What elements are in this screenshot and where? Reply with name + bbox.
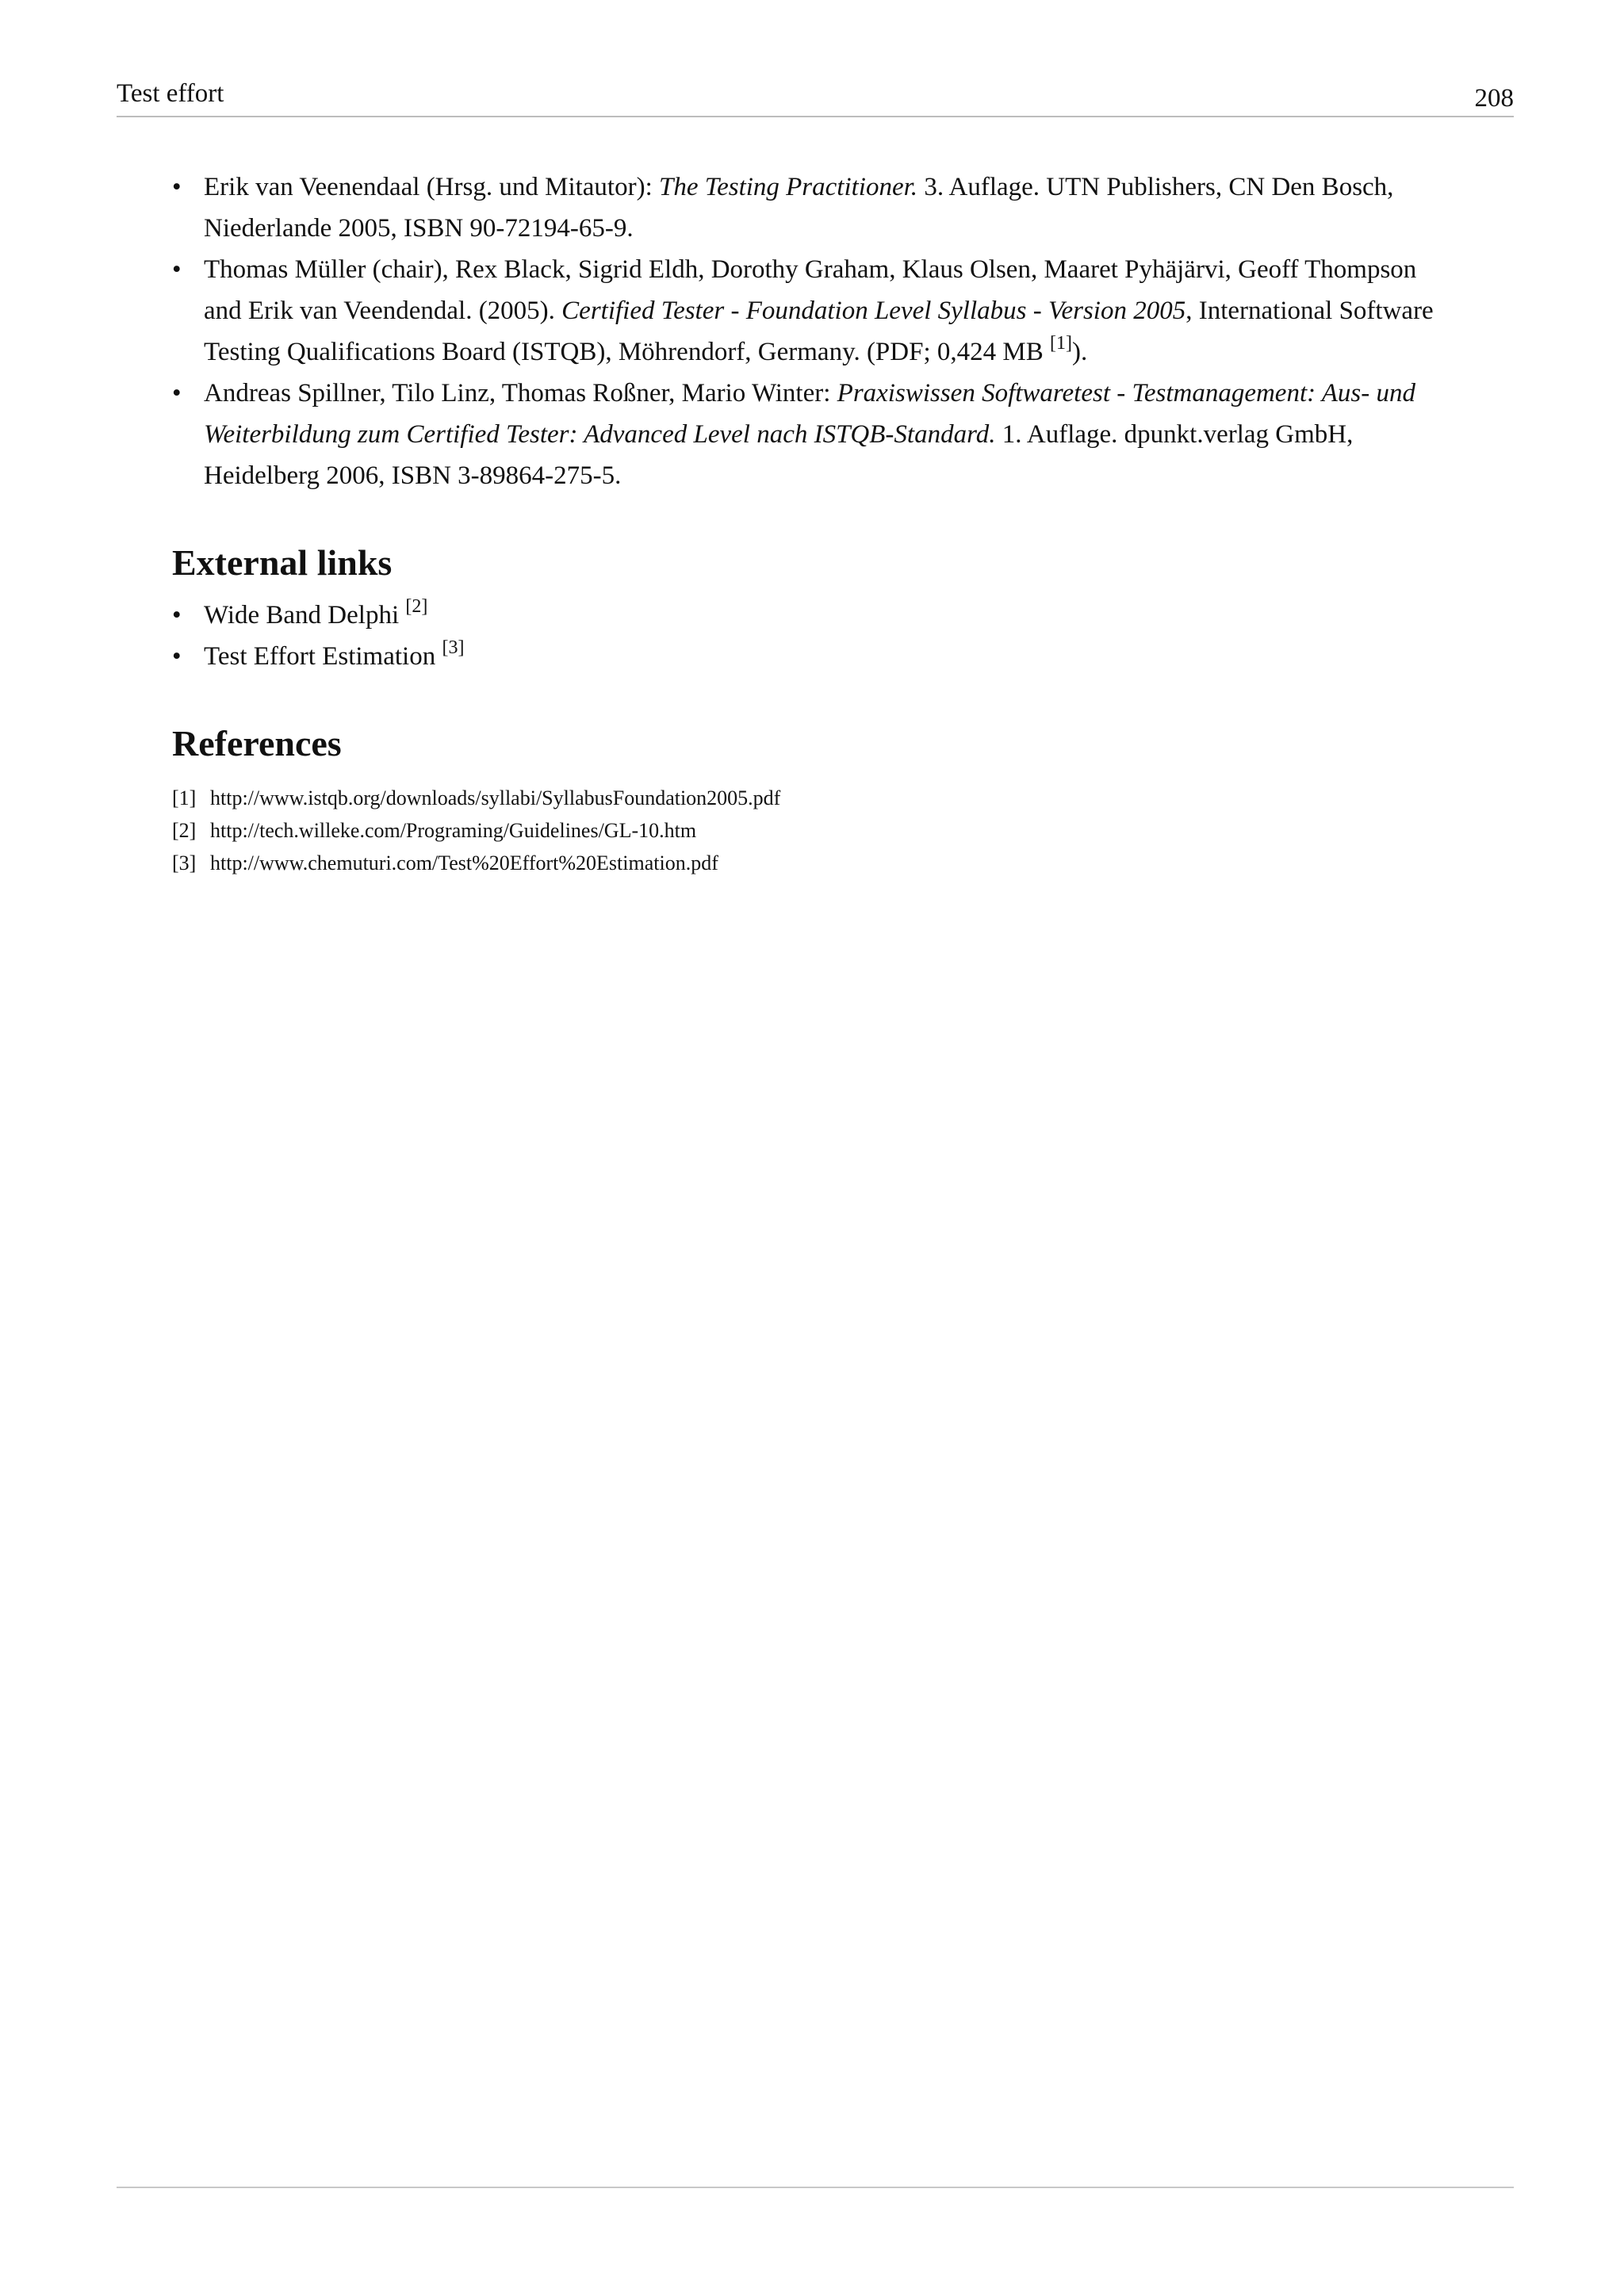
- external-link-item: [172, 595, 1449, 636]
- bib-title: Praxiswissen Softwaretest - Testmanagement: Aus- und Weiterbildung zum Certified Tester: Advanced Level nach ISTQB-Standard.: [204, 379, 1415, 449]
- bib-title: The Testing Practitioner.: [659, 173, 918, 201]
- page-content: [172, 166, 1449, 879]
- reference-item: [172, 814, 1449, 847]
- reference-item: [172, 782, 1449, 814]
- header-title: Test effort: [117, 79, 224, 108]
- external-links-heading: External links: [172, 542, 393, 583]
- bib-text: 3. Auflage. UTN Publishers, CN Den Bosch, Niederlande 2005, ISBN 90-72194-65-9.: [204, 173, 1394, 243]
- reference-url[interactable]: http://www.chemuturi.com/Test%20Effort%20Estimation.pdf: [210, 851, 718, 874]
- bibliography-item: [172, 373, 1449, 496]
- external-link[interactable]: Test Effort Estimation: [204, 642, 436, 671]
- references-heading: References: [172, 723, 342, 763]
- bib-text: 1. Auflage. dpunkt.verlag GmbH, Heidelberg 2006, ISBN 3-89864-275-5.: [204, 420, 1354, 490]
- reference-link[interactable]: [2]: [405, 596, 428, 617]
- bibliography-item: [172, 166, 1449, 249]
- reference-link[interactable]: [1]: [1050, 333, 1072, 354]
- bib-text: Erik van Veenendaal (Hrsg. und Mitautor):: [204, 173, 659, 201]
- references-list: [172, 782, 1449, 879]
- footer-rule: [117, 2187, 1514, 2188]
- bib-text: , International Software Testing Qualifications Board (ISTQB), Möhrendorf, Germany. (PDF; 0,424 MB: [204, 297, 1434, 366]
- bib-text: Thomas Müller (chair), Rex Black, Sigrid Eldh, Dorothy Graham, Klaus Olsen, Maaret Pyhäjärvi, Geoff Thompson and Erik van Veendendal. (2005).: [204, 255, 1417, 325]
- external-link-item: [172, 636, 1449, 677]
- reference-link[interactable]: [3]: [442, 637, 465, 658]
- reference-number: [2]: [172, 819, 197, 842]
- external-links-list: [172, 595, 1449, 677]
- page-number: 208: [1474, 84, 1514, 113]
- reference-number: [1]: [172, 786, 197, 809]
- reference-url[interactable]: http://www.istqb.org/downloads/syllabi/SyllabusFoundation2005.pdf: [210, 786, 781, 809]
- bib-text: Andreas Spillner, Tilo Linz, Thomas Roßner, Mario Winter:: [204, 379, 837, 408]
- bibliography-list: [172, 166, 1449, 496]
- reference-url[interactable]: http://tech.willeke.com/Programing/Guidelines/GL-10.htm: [210, 819, 697, 842]
- reference-number: [3]: [172, 851, 197, 874]
- running-header: [117, 79, 1514, 117]
- bib-title: Certified Tester - Foundation Level Syllabus - Version 2005: [561, 297, 1186, 325]
- external-link[interactable]: Wide Band Delphi: [204, 601, 400, 629]
- bib-text: ).: [1071, 338, 1088, 366]
- reference-item: [172, 847, 1449, 879]
- bibliography-item: [172, 249, 1449, 373]
